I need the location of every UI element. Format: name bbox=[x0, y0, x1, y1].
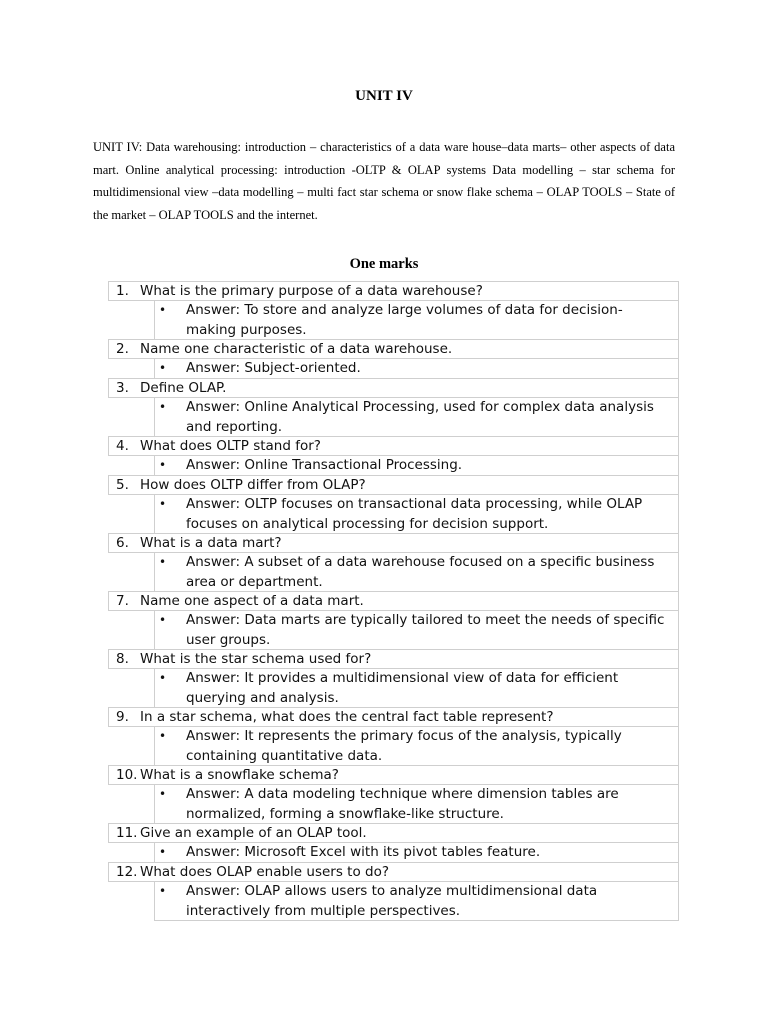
answer-text: Answer: Online Transactional Processing. bbox=[186, 457, 463, 473]
question-text: In a star schema, what does the central fact table represent? bbox=[140, 709, 554, 725]
question-row bbox=[108, 823, 679, 843]
answer-row bbox=[154, 300, 679, 340]
answer-row bbox=[154, 842, 679, 863]
bullet-icon: • bbox=[159, 671, 167, 685]
syllabus-paragraph: UNIT IV: Data warehousing: introduction – characteristics of a data ware house–data marts– other aspects of data mart. Online analytical processing: introduction -OLTP & OLAP systems Data modelling – star schema for multidimensional view –data modelling – multi fact star schema or snow flake schema – OLAP TOOLS – State of the market – OLAP TOOLS and the internet. bbox=[93, 140, 675, 223]
question-row bbox=[108, 436, 679, 456]
section-title: One marks bbox=[349, 256, 419, 272]
question-row bbox=[108, 378, 679, 398]
question-text: What is the primary purpose of a data warehouse? bbox=[140, 283, 483, 299]
answer-row bbox=[154, 358, 679, 379]
question-number: 1. bbox=[116, 283, 129, 299]
bullet-icon: • bbox=[159, 613, 167, 627]
question-number: 2. bbox=[116, 341, 129, 357]
bullet-icon: • bbox=[159, 303, 167, 317]
question-number: 7. bbox=[116, 593, 129, 609]
answer-text: Answer: It represents the primary focus of the analysis, typically containing quantitative data. bbox=[186, 728, 622, 764]
question-text: Name one characteristic of a data warehouse. bbox=[140, 341, 453, 357]
question-text: What does OLTP stand for? bbox=[140, 438, 321, 454]
question-number: 3. bbox=[116, 380, 129, 396]
question-text: What is the star schema used for? bbox=[140, 651, 372, 667]
question-row bbox=[108, 765, 679, 785]
question-text: What is a snowflake schema? bbox=[140, 767, 339, 783]
question-row bbox=[108, 707, 679, 727]
bullet-icon: • bbox=[159, 845, 167, 859]
answer-text: Answer: Data marts are typically tailored to meet the needs of specific user groups. bbox=[186, 612, 665, 648]
question-row bbox=[108, 533, 679, 553]
question-row bbox=[108, 649, 679, 669]
answer-row bbox=[154, 494, 679, 534]
answer-row bbox=[154, 552, 679, 592]
bullet-icon: • bbox=[159, 400, 167, 414]
answer-row bbox=[154, 610, 679, 650]
question-number: 9. bbox=[116, 709, 129, 725]
bullet-icon: • bbox=[159, 884, 167, 898]
answer-row bbox=[154, 455, 679, 476]
bullet-icon: • bbox=[159, 555, 167, 569]
question-number: 12. bbox=[116, 864, 138, 880]
answer-row bbox=[154, 881, 679, 921]
question-row bbox=[108, 591, 679, 611]
bullet-icon: • bbox=[159, 497, 167, 511]
question-number: 6. bbox=[116, 535, 129, 551]
question-text: What does OLAP enable users to do? bbox=[140, 864, 390, 880]
answer-text: Answer: It provides a multidimensional view of data for efficient querying and analysis. bbox=[186, 670, 619, 706]
question-row bbox=[108, 862, 679, 882]
bullet-icon: • bbox=[159, 361, 167, 375]
answer-text: Answer: Online Analytical Processing, used for complex data analysis and reporting. bbox=[186, 399, 654, 435]
question-number: 4. bbox=[116, 438, 129, 454]
bullet-icon: • bbox=[159, 729, 167, 743]
answer-text: Answer: A data modeling technique where dimension tables are normalized, forming a snowflake-like structure. bbox=[186, 786, 619, 822]
question-text: Give an example of an OLAP tool. bbox=[140, 825, 367, 841]
question-text: What is a data mart? bbox=[140, 535, 282, 551]
question-row bbox=[108, 475, 679, 495]
answer-row bbox=[154, 726, 679, 766]
question-number: 5. bbox=[116, 477, 129, 493]
question-text: Define OLAP. bbox=[140, 380, 227, 396]
answer-text: Answer: Microsoft Excel with its pivot tables feature. bbox=[186, 844, 541, 860]
bullet-icon: • bbox=[159, 458, 167, 472]
answer-row bbox=[154, 397, 679, 437]
bullet-icon: • bbox=[159, 787, 167, 801]
question-number: 11. bbox=[116, 825, 138, 841]
question-answer-list bbox=[108, 281, 679, 920]
answer-text: Answer: Subject-oriented. bbox=[186, 360, 361, 376]
answer-row bbox=[154, 784, 679, 824]
page-title: UNIT IV bbox=[355, 88, 413, 104]
answer-text: Answer: To store and analyze large volumes of data for decision-making purposes. bbox=[186, 302, 623, 338]
question-row bbox=[108, 339, 679, 359]
answer-row bbox=[154, 668, 679, 708]
question-number: 8. bbox=[116, 651, 129, 667]
question-number: 10. bbox=[116, 767, 138, 783]
question-text: How does OLTP differ from OLAP? bbox=[140, 477, 366, 493]
answer-text: Answer: A subset of a data warehouse focused on a specific business area or department. bbox=[186, 554, 655, 590]
answer-text: Answer: OLAP allows users to analyze multidimensional data interactively from multiple perspectives. bbox=[186, 883, 598, 919]
question-text: Name one aspect of a data mart. bbox=[140, 593, 364, 609]
answer-text: Answer: OLTP focuses on transactional data processing, while OLAP focuses on analytical processing for decision support. bbox=[186, 496, 643, 532]
question-row bbox=[108, 281, 679, 301]
